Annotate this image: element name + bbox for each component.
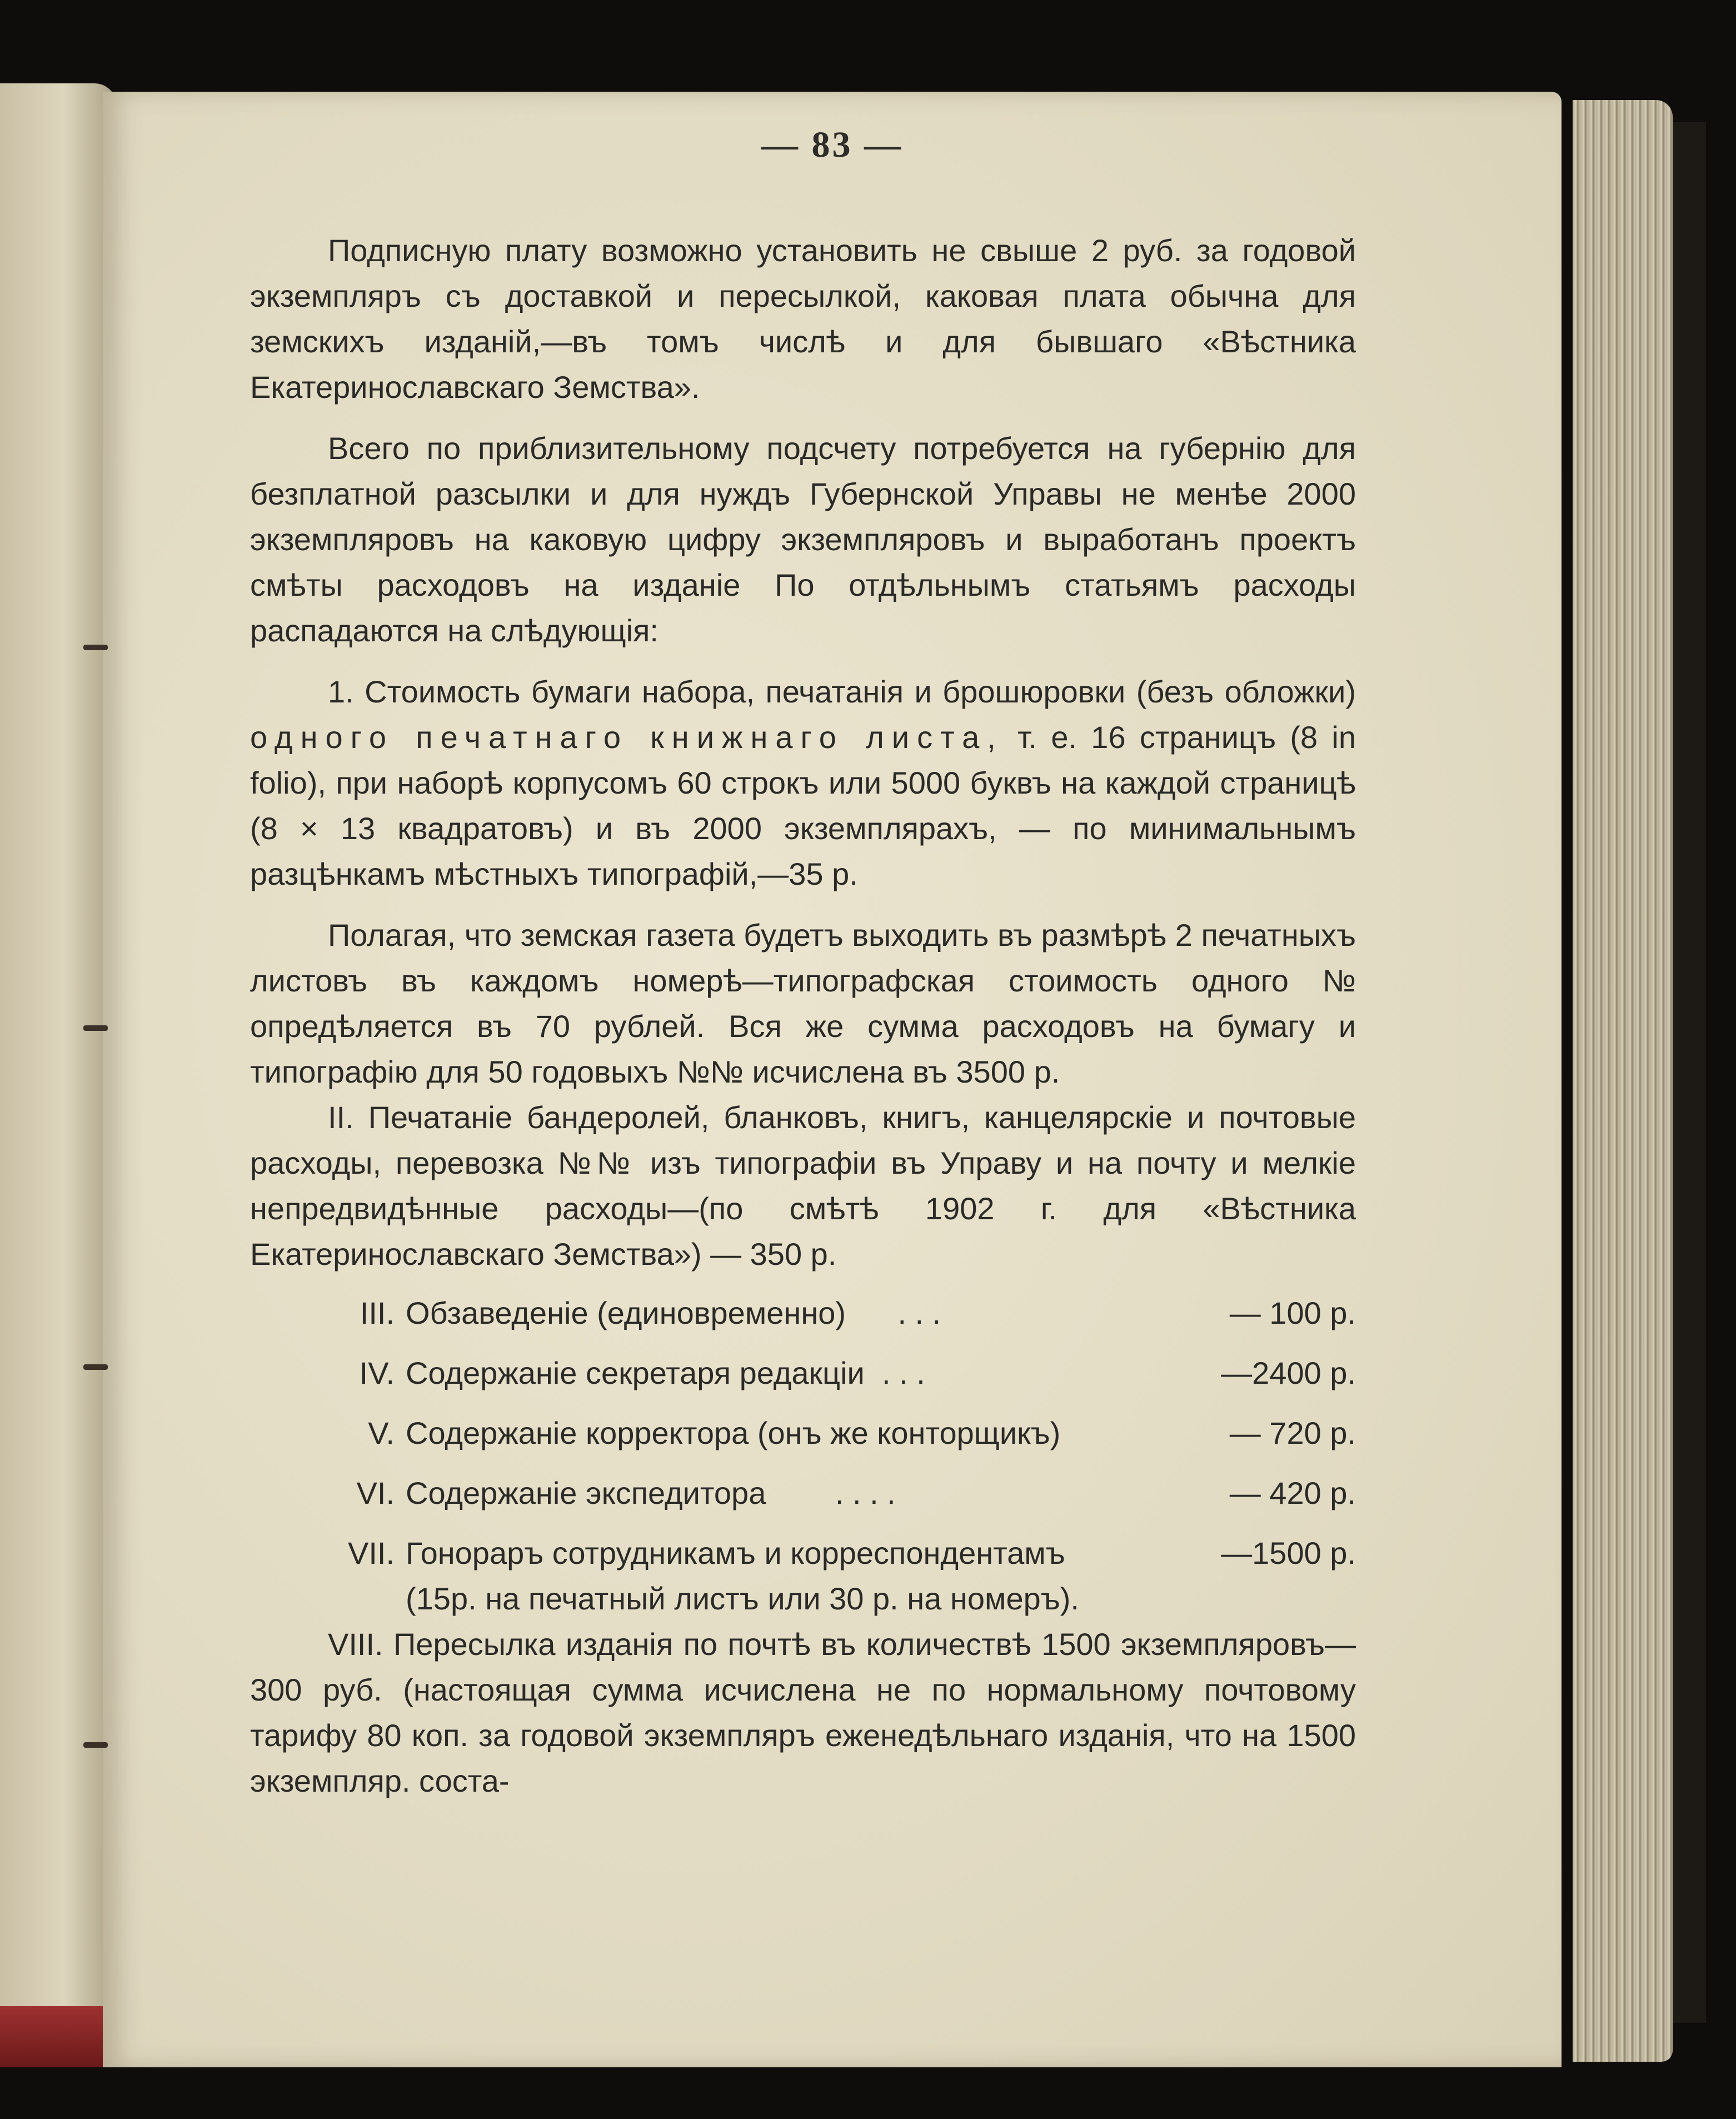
paragraph-item-8: VIII. Пересылка изданія по почтѣ въ количествѣ 1500 экземпляровъ—300 руб. (настоящая сумма исчислена не по нормальному почтовому тарифу 80 коп. за годовой экземпляръ еженедѣльнаго изданія, что на 1500 экземпляр. соста- [250, 1627, 1356, 1798]
item-amount: —2400 р. [1221, 1355, 1356, 1390]
binding-thread [83, 1742, 108, 1748]
binding-thread [83, 1364, 108, 1370]
item-number: III. [360, 1295, 395, 1330]
paragraph-item-2: II. Печатаніе бандеролей, бланковъ, книгъ, канцелярскіе и почтовые расходы, перевозка №№ изъ типографіи въ Управу и на почту и мелкіе непредвидѣнные расходы—(по смѣтѣ 1902 г. для «Вѣстника Екатеринославскаго Земства») — 350 р. [250, 1100, 1356, 1272]
item-7-note: (15р. на печатный листъ или 30 р. на номеръ). [406, 1581, 1079, 1616]
left-page-edge [0, 83, 117, 2045]
item-label: Содержаніе корректора (онъ же конторщикъ) [406, 1415, 1061, 1450]
item-label: Содержаніе секретаря редакціи . . . [406, 1355, 925, 1390]
item-1-start: 1. Стоимость бумаги набора, печатанія и брошюровки (безъ обложки) [328, 674, 1356, 709]
item-number: IV. [359, 1355, 395, 1390]
item-amount: —1500 р. [1221, 1535, 1356, 1570]
item-label: Обзаведеніе (единовременно) . . . [406, 1295, 941, 1330]
expense-item [250, 1530, 1356, 1576]
expense-item [250, 1350, 1356, 1396]
binding-thread [83, 645, 108, 650]
item-1-end: т. е. 16 страницъ (8 in folio), при наборѣ корпусомъ 60 строкъ или 5000 буквъ на каждой страницѣ (8 × 13 квадратовъ) и въ 2000 экземплярахъ, — по минимальнымъ разцѣнкамъ мѣстныхъ типографій,—35 р. [250, 720, 1356, 891]
item-number: VI. [356, 1475, 395, 1510]
expense-item [250, 1470, 1356, 1516]
expense-item [250, 1290, 1356, 1336]
item-number: VII. [347, 1535, 395, 1570]
binding-thread [83, 1025, 108, 1031]
page-body [250, 228, 1356, 1804]
item-number: V. [368, 1415, 395, 1450]
paragraph-newspaper-size: Полагая, что земская газета будетъ выходить въ размѣрѣ 2 печатныхъ листовъ въ каждомъ номерѣ—типографская стоимость одного № опредѣляется въ 70 рублей. Вся же сумма расходовъ на бумагу и типографію для 50 годовыхъ №№ исчислена въ 3500 р. [250, 918, 1356, 1089]
book-page [103, 92, 1562, 2067]
paragraph-item-1 [250, 669, 1356, 897]
item-label: Гонораръ сотрудникамъ и корреспондентамъ [406, 1535, 1065, 1570]
item-1-spaced: одного печатнаго книжнаго листа, [250, 720, 1004, 755]
item-amount: — 720 р. [1229, 1415, 1356, 1450]
page-number: — 83 — [761, 124, 903, 165]
item-label: Содержаніе экспедитора . . . . [406, 1475, 896, 1510]
item-amount: — 100 р. [1229, 1295, 1356, 1330]
page-stack-edge [1573, 100, 1673, 2062]
paragraph-total-estimate: Всего по приблизительному подсчету потребуется на губернію для безплатной разсылки и для нуждъ Губернской Управы не менѣе 2000 экземпляровъ на каковую цифру экземпляровъ и выработанъ проектъ смѣты расходовъ на изданіе По отдѣльнымъ статьямъ расходы распадаются на слѣдующія: [250, 431, 1356, 648]
paragraph-subscription-fee: Подписную плату возможно установить не свыше 2 руб. за годовой экземпляръ съ доставкой и пересылкой, каковая плата обычна для земскихъ изданій,—въ томъ числѣ и для бывшаго «Вѣстника Екатеринославскаго Земства». [250, 233, 1356, 405]
item-amount: — 420 р. [1229, 1475, 1356, 1510]
expense-item [250, 1410, 1356, 1456]
